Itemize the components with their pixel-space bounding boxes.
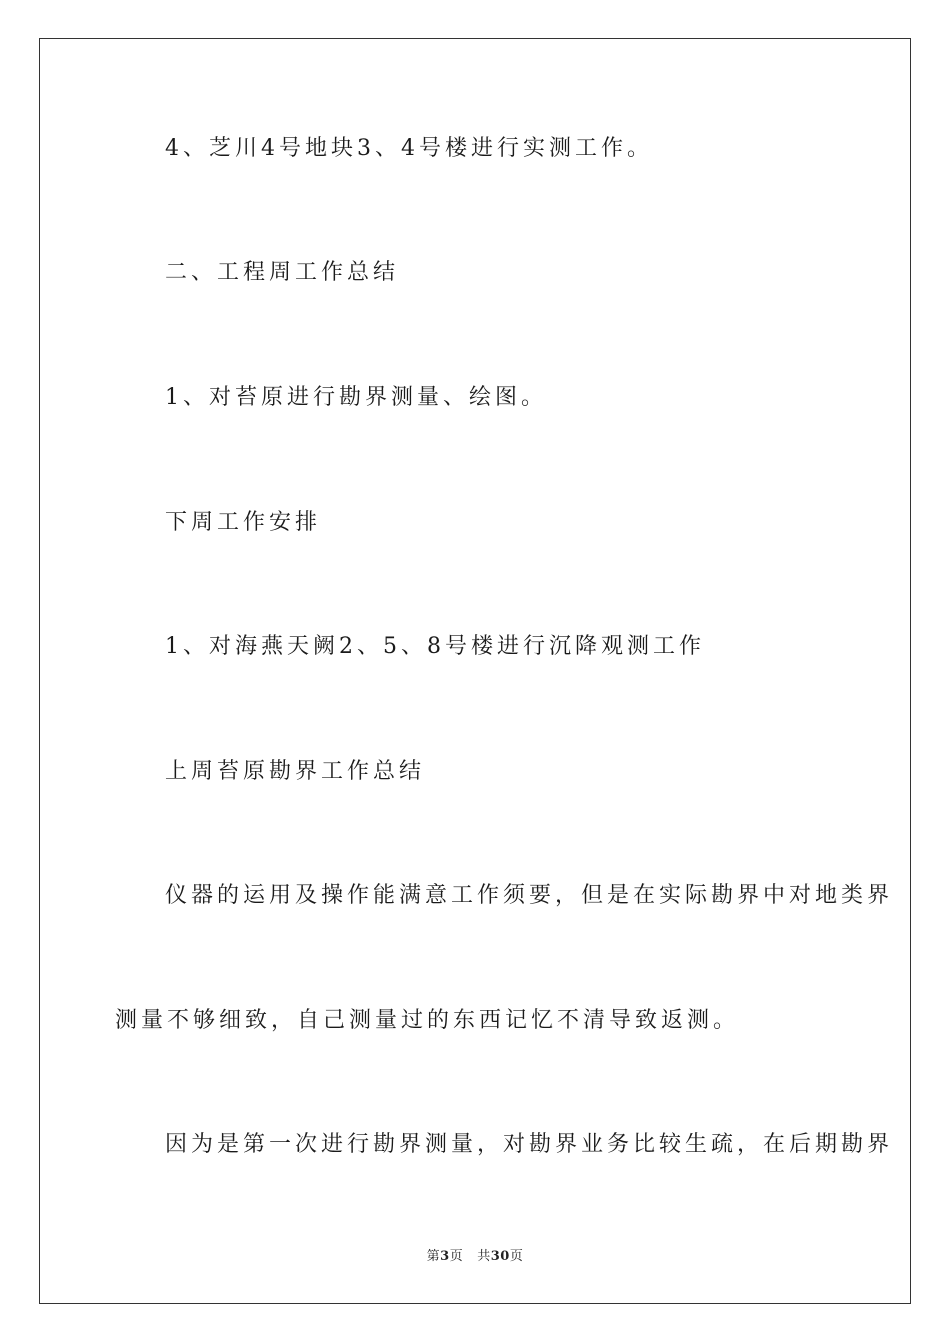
paragraph-line: 1、对苔原进行勘界测量、绘图。 — [165, 385, 547, 410]
page-label-suffix: 页 — [449, 1249, 464, 1264]
page-border — [39, 38, 911, 1304]
total-pages: 30 — [490, 1249, 510, 1264]
paragraph-line: 测量不够细致，自己测量过的东西记忆不清导致返测。 — [115, 1008, 740, 1033]
page-footer — [0, 1245, 950, 1264]
section-heading: 上周苔原勘界工作总结 — [165, 759, 426, 784]
paragraph-line: 仪器的运用及操作能满意工作须要，但是在实际勘界中对地类界 — [165, 883, 894, 908]
total-label-suffix: 页 — [509, 1249, 524, 1264]
total-label-prefix: 共 — [477, 1249, 491, 1264]
page-number: 3 — [440, 1249, 450, 1264]
section-heading: 下周工作安排 — [165, 510, 322, 535]
paragraph-line: 因为是第一次进行勘界测量，对勘界业务比较生疏，在后期勘界 — [165, 1132, 894, 1157]
page-label-prefix: 第 — [426, 1249, 441, 1264]
paragraph-line: 1、对海燕天阙2、5、8号楼进行沉降观测工作 — [165, 634, 705, 659]
section-heading: 二、工程周工作总结 — [165, 260, 400, 285]
paragraph-line: 4、芝川4号地块3、4号楼进行实测工作。 — [165, 136, 653, 161]
